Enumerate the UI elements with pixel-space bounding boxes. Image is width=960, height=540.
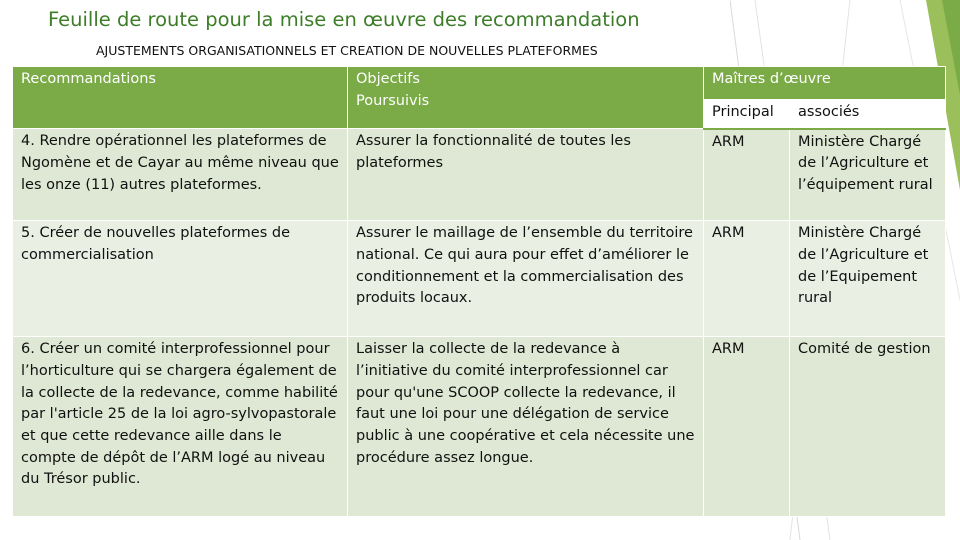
roadmap-table [12, 66, 946, 517]
cell-recommandation: 6. Créer un comité interprofessionnel pour l’horticulture qui se chargera également de la collecte de la redevance, comme habilité par l'article 25 de la loi agro-sylvopastorale et que cette redevance aille dans le compte de dépôt de l’ARM logé au niveau du Trésor public. [13, 337, 348, 517]
header-objectifs [348, 67, 704, 129]
table-row [13, 337, 946, 517]
cell-associes: Ministère Chargé de l’Agriculture et l’équipement rural [790, 129, 946, 221]
cell-objectif [348, 221, 704, 337]
header-recommandations: Recommandations [13, 67, 348, 129]
header-associes: associés [790, 100, 946, 129]
table-header-row [13, 67, 946, 100]
cell-objectif [348, 129, 704, 221]
cell-principal: ARM [704, 337, 790, 517]
header-maitres-oeuvre: Maîtres d’œuvre [704, 67, 946, 100]
page-title: Feuille de route pour la mise en œuvre des recommandation [48, 8, 640, 31]
cell-objectif-text: Assurer la fonctionnalité de toutes les plateformes [356, 133, 631, 171]
cell-recommandation: 4. Rendre opérationnel les plateformes de Ngomène et de Cayar au même niveau que les onze (11) autres plateformes. [13, 129, 348, 221]
cell-objectif-text: Assurer le maillage de l’ensemble du territoire national. Ce qui aura pour effet d’améliorer le conditionnement et la commercialisation des produits locaux. [356, 225, 693, 307]
cell-associes: Comité de gestion [790, 337, 946, 517]
header-principal: Principal [704, 100, 790, 129]
cell-principal: ARM [704, 221, 790, 337]
cell-objectif [348, 337, 704, 517]
table-row [13, 221, 946, 337]
cell-principal: ARM [704, 129, 790, 221]
cell-associes: Ministère Chargé de l’Agriculture et de l’Equipement rural [790, 221, 946, 337]
cell-objectif-text: Laisser la collecte de la redevance à l’initiative du comité interprofessionnel car pour qu'une SCOOP collecte la redevance, il faut une loi pour une délégation de service public à une coopérative et cela nécessite une procédure assez longue. [356, 341, 695, 466]
header-objectifs-label: Objectifs Poursuivis [356, 71, 430, 109]
table-row [13, 129, 946, 221]
page-subtitle: AJUSTEMENTS ORGANISATIONNELS ET CREATION DE NOUVELLES PLATEFORMES [96, 43, 598, 58]
cell-recommandation: 5. Créer de nouvelles plateformes de commercialisation [13, 221, 348, 337]
